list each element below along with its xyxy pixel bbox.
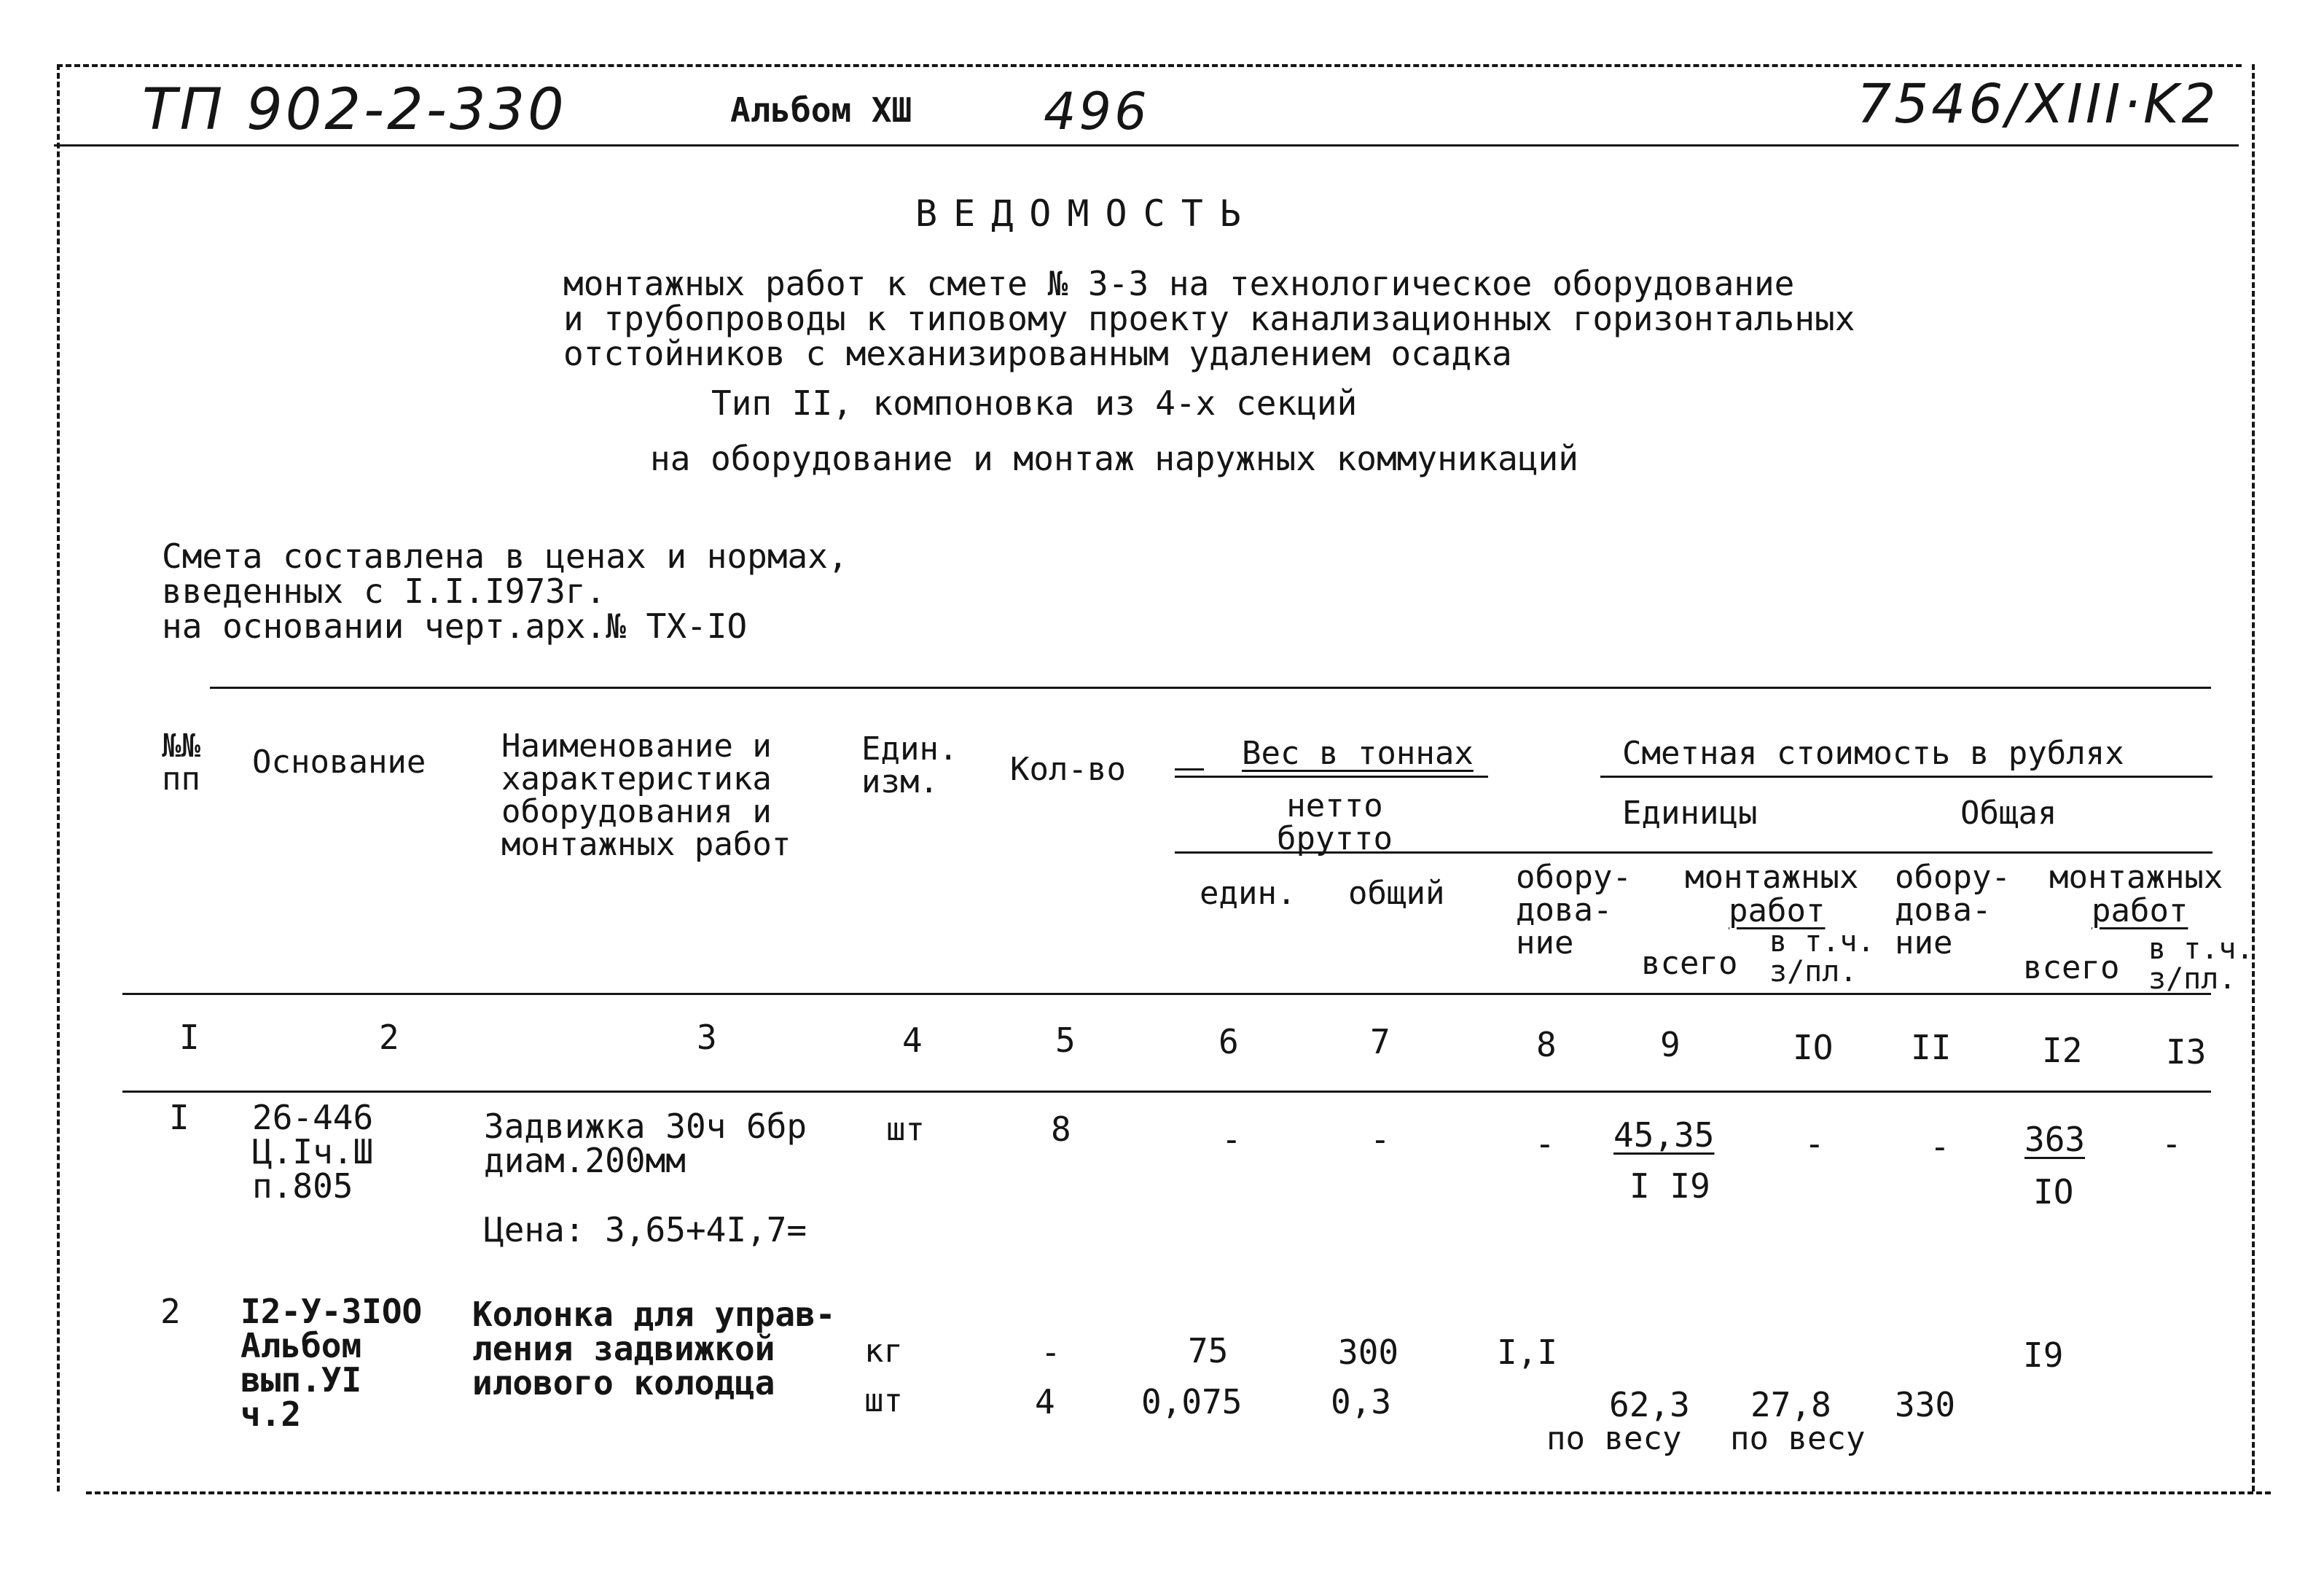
row-1-total-wage: - (2161, 1124, 2182, 1163)
unit-mount-header: монтажных (1685, 859, 1859, 896)
netto-brutto-header: нетто брутто (1277, 787, 1393, 857)
note-line-1: Смета составлена в ценах и нормах, (162, 537, 848, 576)
row-2-mount-wage: 27,8 (1750, 1385, 1831, 1424)
row-2-mount-all: 62,3 (1609, 1385, 1690, 1424)
cost-unit-header: Единицы (1622, 795, 1758, 832)
row-1-mount-all: 45,35 (1613, 1115, 1715, 1155)
title-line-2: и трубопроводы к типовому проекту канализационных горизонтальных (563, 299, 1855, 338)
row-1-weight-unit: - (1221, 1120, 1242, 1159)
row-2-basis: I2-У-3IОО Альбом вып.УI ч.2 (240, 1292, 423, 1434)
total-works-header: работ (2092, 892, 2188, 929)
total-equipment-header: обору- дова- ние (1895, 859, 2011, 961)
unit-all-header: всего (1641, 945, 1738, 982)
row-2-weight-unit-kg: 75 (1188, 1331, 1229, 1370)
column-number: I3 (2166, 1032, 2207, 1072)
weight-unit-header: един. (1200, 875, 1296, 912)
unit-works-header: работ (1729, 892, 1826, 929)
column-number: 5 (1055, 1021, 1076, 1060)
document-heading: ВЕДОМОСТЬ (915, 192, 1257, 235)
note-line-3: на основании черт.арх.№ ТХ-IО (162, 606, 748, 646)
cost-header: Сметная стоимость в рублях (1622, 735, 2124, 772)
column-number: 6 (1218, 1022, 1239, 1061)
weight-rule (1175, 776, 1488, 778)
weight-dash (1175, 768, 1204, 771)
total-wage-header: в т.ч. з/пл. (2148, 932, 2254, 996)
weight-total-header: общий (1348, 875, 1445, 912)
column-number: IО (1793, 1028, 1834, 1067)
row-2-total-mount: I9 (2023, 1335, 2064, 1375)
row-1-weight-total: - (1370, 1120, 1390, 1159)
title-line-4: Тип II, компоновка из 4-х секций (711, 383, 1358, 423)
row-1-name: Задвижка 30ч 6бр диам.200мм (484, 1107, 807, 1180)
sheet-number: 496 (1044, 82, 1150, 141)
header-divider (54, 144, 2239, 147)
project-code: ТП 902-2-330 (142, 77, 567, 143)
column-number: 7 (1370, 1022, 1390, 1061)
column-number: 8 (1536, 1025, 1557, 1064)
row-1-equipment: - (1535, 1124, 1555, 1163)
unit-wage-header: в т.ч. з/пл. (1769, 925, 1875, 988)
row-2-qty-pcs: 4 (1035, 1382, 1055, 1421)
col-qty-header: Кол-во (1010, 751, 1126, 788)
frame-top (57, 64, 2242, 67)
column-number: 2 (379, 1018, 399, 1057)
row-1-price: Цена: 3,65+4I,7= (484, 1210, 807, 1249)
row-2-unit-pcs: шт (864, 1382, 903, 1419)
title-line-3: отстойников с механизированным удалением осадка (563, 334, 1512, 373)
column-number: 9 (1660, 1025, 1681, 1064)
weight-header: Вес в тоннах (1242, 735, 1474, 772)
row-1-qty: 8 (1051, 1109, 1071, 1149)
row-1-mount-wage: - (1804, 1124, 1825, 1163)
row-1-unit: шт (886, 1111, 925, 1148)
row-2-weight-unit-t: 0,075 (1141, 1382, 1243, 1421)
row-2-num: 2 (160, 1292, 181, 1331)
cost-total-header: Общая (1960, 795, 2057, 832)
row-1-total-equipment: - (1930, 1127, 1950, 1166)
row-2-qty-kg: - (1041, 1333, 1061, 1372)
unit-equipment-header: обору- дова- ние (1516, 859, 1632, 961)
table-top-rule (210, 687, 2211, 689)
title-line-5: на оборудование и монтаж наружных коммуникаций (650, 439, 1578, 478)
numbers-bottom-rule (122, 1091, 2211, 1093)
total-mount-header: монтажных (2049, 859, 2223, 896)
frame-bottom (86, 1491, 2271, 1494)
row-1-total-mount-sub: IО (2033, 1172, 2074, 1212)
row-2-equipment: I,I (1497, 1333, 1558, 1372)
row-2-weight-total-kg: 300 (1338, 1333, 1399, 1372)
row-2-total-equipment: 330 (1895, 1385, 1956, 1424)
row-1-mount-all-sub: I I9 (1629, 1166, 1710, 1206)
row-1-total-mount: 363 (2024, 1120, 2086, 1159)
archive-number: 7546/XIII·K2 (1857, 73, 2219, 136)
row-1-num: I (169, 1098, 189, 1137)
col-name-header: Наименование и характеристика оборудования и монтажных работ (501, 727, 791, 863)
row-2-name: Колонка для управ- ления задвижкой илового колодца (472, 1295, 836, 1403)
row-2-mount-all-note: по весу (1546, 1420, 1682, 1457)
col-unit-header: Един. изм. (861, 730, 958, 800)
col-basis-header: Основание (252, 744, 426, 781)
frame-left (57, 64, 60, 1491)
note-line-2: введенных с I.I.I973г. (162, 572, 606, 611)
row-1-basis: 26-446 Ц.Iч.Ш п.805 (252, 1098, 374, 1206)
row-2-weight-total-t: 0,3 (1331, 1382, 1392, 1421)
frame-right (2252, 64, 2255, 1491)
row-2-mount-wage-note: по весу (1730, 1420, 1866, 1457)
column-number: 3 (697, 1018, 717, 1057)
col-num-header: №№ пп (162, 727, 200, 797)
header-bottom-rule (122, 993, 2211, 995)
total-all-header: всего (2023, 949, 2120, 986)
column-number: 4 (902, 1021, 923, 1060)
column-number: II (1911, 1028, 1952, 1067)
album-label: Альбом XШ (730, 90, 912, 130)
row-2-unit-kg: кг (864, 1333, 903, 1370)
cost-rule (1600, 776, 2213, 778)
column-number: I2 (2042, 1031, 2083, 1070)
column-number: I (179, 1018, 200, 1057)
title-line-1: монтажных работ к смете № 3-3 на технологическое оборудование (563, 264, 1795, 303)
